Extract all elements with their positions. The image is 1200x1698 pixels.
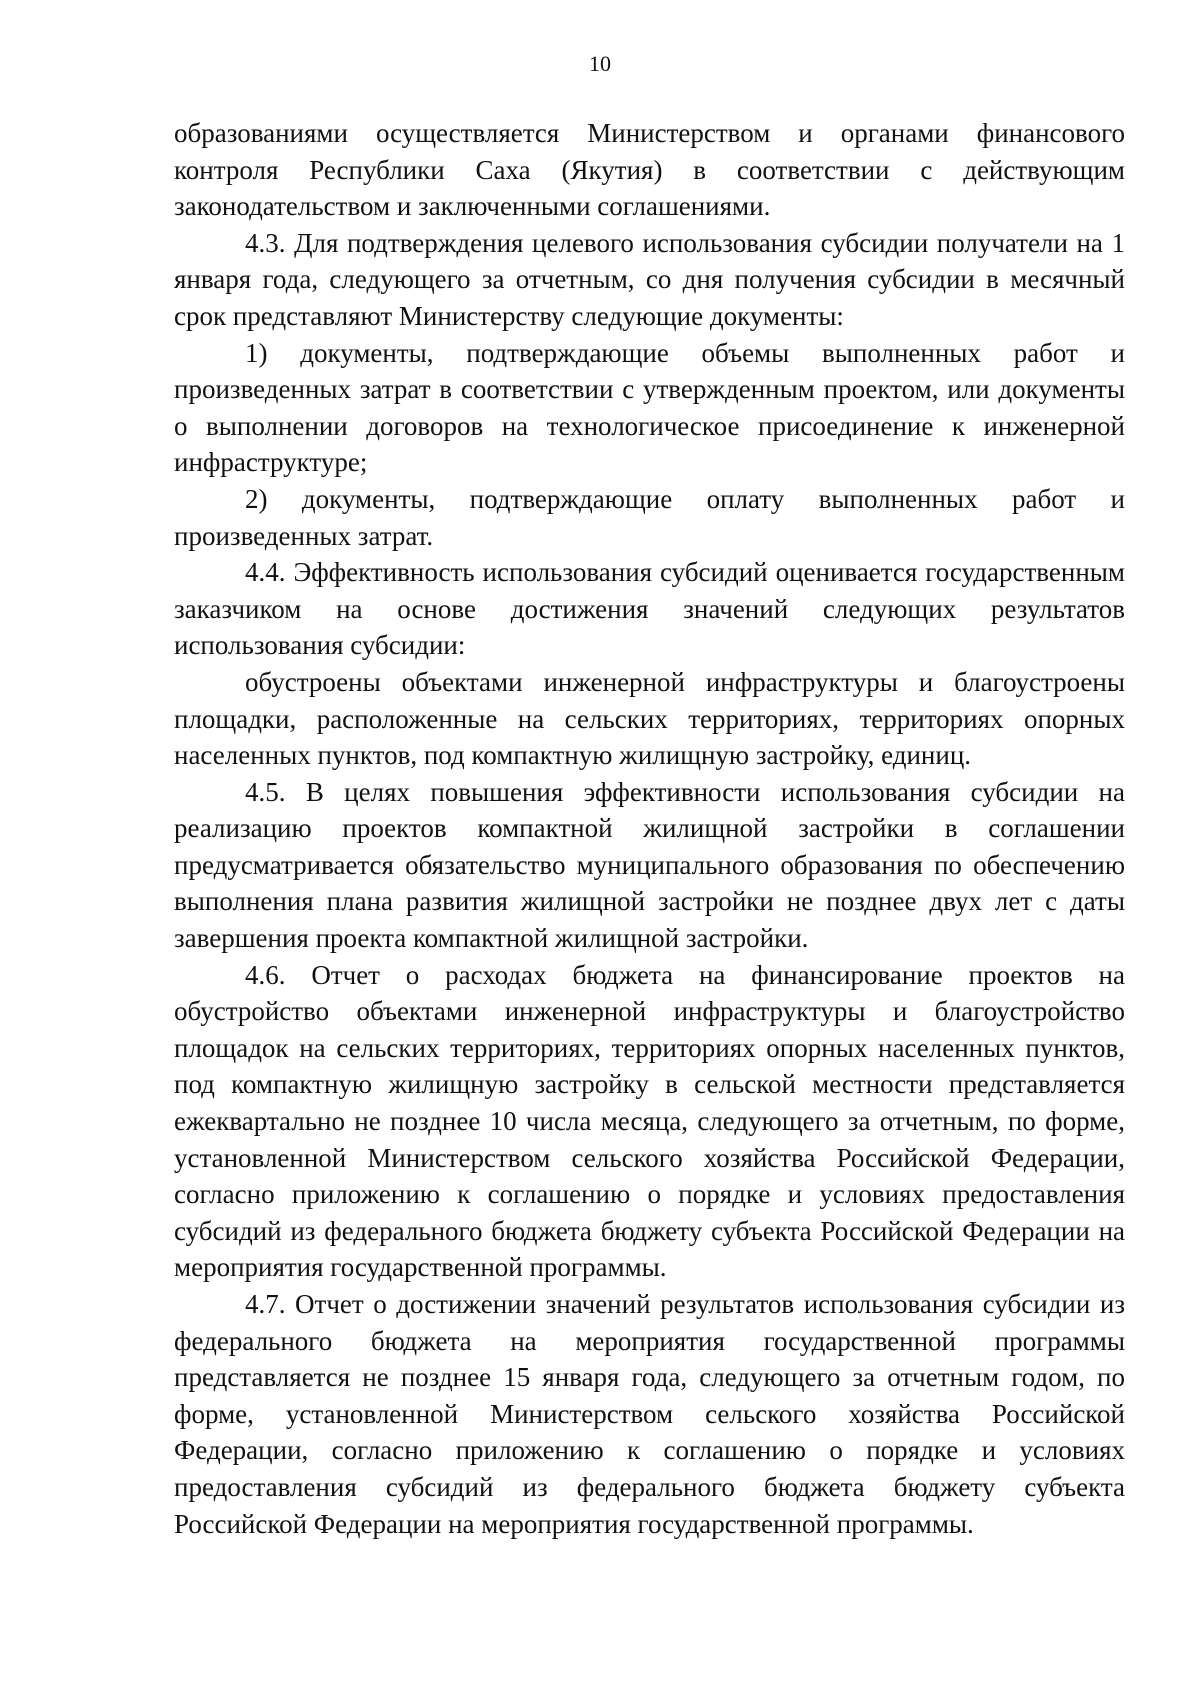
paragraph-4-5: 4.5. В целях повышения эффективности использования субсидии на реализацию проектов компактной жилищной застройки в соглашении предусматривается обязательство муниципального образования по обеспечению выполнения плана развития жилищной застройки не позднее двух лет с даты завершения проекта компактной жилищной застройки. [174, 776, 1125, 954]
list-item-2: 2) документы, подтверждающие оплату выполненных работ и произведенных затрат. [174, 483, 1125, 551]
page-number: 10 [589, 51, 611, 76]
list-item-1: 1) документы, подтверждающие объемы выполненных работ и произведенных затрат в соответствии с утвержденным проектом, или документы о выполнении договоров на технологическое присоединение к инженерной инфраструктуре; [174, 337, 1125, 478]
paragraph-4-7: 4.7. Отчет о достижении значений результатов использования субсидии из федерального бюджета на мероприятия государственной программы представляется не позднее 15 января года, следующего за отчетным годом, по форме, установленной Министерством сельского хозяйства Российской Федерации, согласно приложению к соглашению о порядке и условиях предоставления субсидий из федерального бюджета бюджету субъекта Российской Федерации на мероприятия государственной программы. [174, 1289, 1125, 1539]
paragraph-4-4: 4.4. Эффективность использования субсидий оценивается государственным заказчиком на основе достижения значений следующих результатов использования субсидии: [174, 557, 1125, 661]
paragraph-4-3: 4.3. Для подтверждения целевого использования субсидии получатели на 1 января года, следующего за отчетным, со дня получения субсидии в месячный срок представляют Министерству следующие документы: [174, 227, 1125, 331]
paragraph-continuation: образованиями осуществляется Министерством и органами финансового контроля Республики Саха (Якутия) в соответствии с действующим законодательством и заключенными соглашениями. [174, 118, 1125, 222]
document-body [174, 115, 1125, 1542]
paragraph-4-6: 4.6. Отчет о расходах бюджета на финансирование проектов на обустройство объектами инженерной инфраструктуры и благоустройство площадок на сельских территориях, территориях опорных населенных пунктов, под компактную жилищную застройку в сельской местности представляется ежеквартально не позднее 10 числа месяца, следующего за отчетным, по форме, установленной Министерством сельского хозяйства Российской Федерации, согласно приложению к соглашению о порядке и условиях предоставления субсидий из федерального бюджета бюджету субъекта Российской Федерации на мероприятия государственной программы. [174, 959, 1125, 1283]
result-description: обустроены объектами инженерной инфраструктуры и благоустроены площадки, расположенные на сельских территориях, территориях опорных населенных пунктов, под компактную жилищную застройку, единиц. [174, 666, 1125, 771]
